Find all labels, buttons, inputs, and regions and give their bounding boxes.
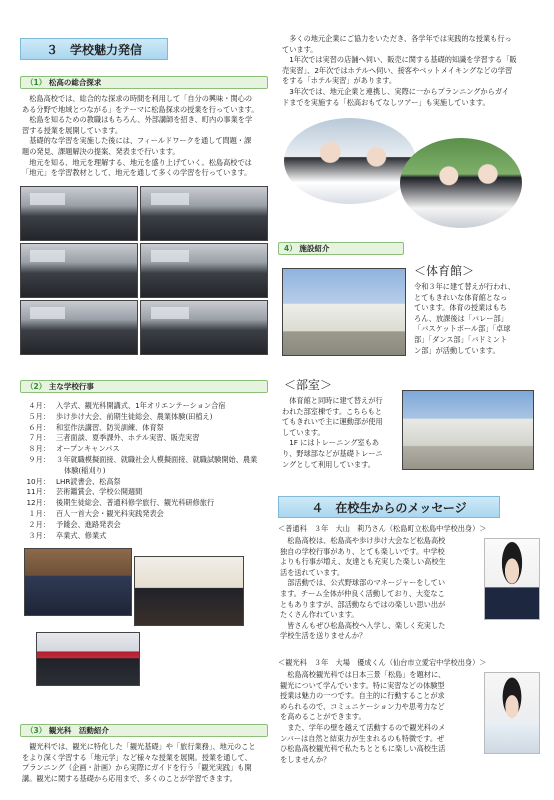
text-line: ンバーは自然と結束力が生まれるのも特徴です。ぜ	[280, 733, 445, 743]
classroom-photo-1	[20, 186, 138, 241]
text-line: ます。チーム全体が仲良く活動しており、大変なこ	[280, 588, 445, 598]
sub-heading-2-title: 主な学校行事	[48, 382, 94, 391]
text-line: われた部室棟です。こちらもと	[282, 406, 383, 416]
text-line: ています。	[282, 44, 318, 54]
sub1-body	[22, 94, 274, 179]
sub3-body	[22, 742, 277, 784]
message-1-header: ＜普通科 ３年 大山 莉乃さん（松島町立松島中学校出身）＞	[278, 524, 487, 533]
student-portrait-1	[484, 538, 540, 620]
text-line: しています。	[282, 427, 325, 437]
event-row: 11月： 芸術鑑賞会、学校公開週間	[26, 487, 143, 497]
event-row: ８月： オープンキャンパス	[28, 444, 120, 454]
text-line: を高めることができます。	[280, 712, 366, 722]
gym-text	[414, 282, 544, 356]
event-row: １月： 百人一首大会・観光科実践発表会	[28, 508, 164, 518]
text-line: 松島高校は、松島高や歩け歩け大会など松島高校	[280, 536, 446, 545]
gym-heading: ＜体育館＞	[414, 264, 475, 278]
text-line: 部」「ダンス部」「バドミント	[414, 334, 508, 344]
text-line: てもきれいで主に運動部が使用	[282, 417, 383, 427]
text-line: められるので、コミュニケーション力や思考力など	[280, 701, 445, 711]
section4-title	[278, 496, 500, 518]
text-line: をする「ホテル実習」があります。	[282, 76, 397, 86]
events-list	[20, 401, 270, 541]
text-line: 1F にはトレーニング室もあ	[282, 438, 380, 448]
message-2-body	[280, 670, 478, 765]
sub-heading-3-title: 観光科 活動紹介	[48, 726, 109, 735]
text-line: 題の発見、課題解決の提案、発表まで行います。	[22, 146, 180, 156]
text-line: よりも行事が増え、友達とも充実した楽しい高校生	[280, 557, 446, 567]
text-line: 基礎的な学習を実施した後には、フィールドワークを通して問題・課	[22, 136, 252, 146]
text-line: 皆さんもぜひ松島高校へ入学し、楽しく充実した	[280, 620, 446, 630]
club-text	[282, 396, 400, 470]
text-line: 学校生活を送りませんか？	[280, 631, 367, 641]
student-portrait-2	[484, 672, 540, 754]
text-line: とてもきれいな体育館となっ	[414, 292, 508, 302]
event-photo-3	[36, 632, 140, 686]
text-line: をしませんか？	[280, 754, 331, 764]
text-line: 1年次では実習の店舗へ伺い、販売に関する基礎的知識を学習する「販	[282, 55, 517, 65]
classroom-photo-3	[20, 243, 138, 298]
practical-lessons-text	[282, 34, 544, 108]
club-heading: ＜部室＞	[284, 378, 333, 392]
classroom-photo-2	[140, 186, 268, 241]
sub-heading-1-title: 松高の総合探求	[48, 78, 102, 87]
text-line: ています。体育の授業はもち	[414, 303, 507, 313]
event-row: ２月： 予餞会、進路発表会	[28, 519, 121, 529]
text-line: プランニング（企画・計画）から実際にガイドを行う「観光実践」も開	[22, 763, 252, 773]
text-line: 体育館と同時に建て替えが行	[282, 396, 383, 405]
event-row: 10月： LHR読書会、松高祭	[26, 476, 121, 486]
text-line: 「バスケットボール部」「卓球	[414, 324, 511, 334]
text-line: たくさん作れています。	[280, 610, 359, 620]
event-row: ９月： ３年就職模擬面接、就職社会人模擬面接、就職試験開始、農業	[28, 454, 258, 464]
students-photo-circle-1	[284, 118, 416, 204]
section3-title-text: ３ 学校魅力発信	[45, 42, 142, 57]
text-line: 独自の学校行事があり、とても楽しいです。中学校	[280, 546, 445, 556]
text-line: 授業は魅力の一つです。自主的に行動することが求	[280, 691, 445, 701]
text-line: をより深く学習する「地元学」など様々な授業を展開。授業を通して、	[22, 752, 252, 762]
text-line: 売実習」、2年次ではホテルへ伺い、接客やベットメイキングなどの学習	[282, 65, 513, 75]
text-line: 習する授業を展開しています。	[22, 125, 123, 135]
text-line: ある分野で地域とつながる」をテーマに松島探求の授業を行っています。	[22, 104, 259, 114]
text-line: ろん、放課後は「バレー部」	[414, 313, 508, 323]
text-line: 令和３年に建て替えが行われ、	[414, 282, 516, 291]
section4-title-text: ４ 在校生からのメッセージ	[311, 500, 467, 515]
gym-photo	[282, 268, 406, 356]
text-line: 地元を知る、地元を理解する、地元を盛り上げていく。松島高校では	[22, 157, 252, 167]
event-row: 12月： 後期生徒総会、普通科修学旅行、観光科研修旅行	[26, 498, 215, 508]
text-line: 活を送れています。	[280, 567, 345, 577]
text-line: 観光について学んでいます。特に実習などの体験型	[280, 680, 445, 690]
text-line: ドまでを実施する「松高おもてなしツアー」も実施しています。	[282, 97, 490, 107]
text-line: 松島高校では、総合的な探求の時間を利用して「自分の興味・関心の	[22, 94, 253, 103]
sub-heading-1	[20, 76, 268, 89]
clubhouse-photo	[402, 390, 534, 470]
students-photo-circle-2	[400, 138, 522, 228]
sub-heading-2-mark: （2）	[26, 382, 47, 391]
message-1-body	[280, 536, 478, 642]
classroom-photo-6	[140, 300, 268, 355]
event-row: ５月： 歩け歩け大会、前期生徒総会、農業体験(田植え)	[28, 411, 213, 421]
text-line: ひ松島高校観光科で私たちとともに楽しい高校生活	[280, 744, 446, 754]
text-line: 松島を知るための教職はもちろん、外部講師を招き、町内の事業を学	[22, 115, 253, 125]
text-line: 「地元」を学習教材として、地元を通して多くの学習を行っています。	[22, 168, 252, 178]
event-photo-2	[134, 556, 244, 626]
event-row: ４月： 入学式、観光科開講式、1年オリエンテーション合宿	[28, 401, 226, 410]
sub-heading-3-mark: （3）	[26, 726, 47, 735]
text-line: ン部」が活動しています。	[414, 345, 500, 355]
text-line: ングとして利用しています。	[282, 459, 375, 469]
text-line: ともありますが、部活動ならではの楽しい思い出が	[280, 599, 446, 609]
sub-heading-3	[20, 724, 268, 737]
text-line: 多くの地元企業にご協力をいただき、各学年では実践的な授業も行っ	[282, 34, 512, 43]
sub-heading-4-mark: 4）	[284, 244, 297, 253]
classroom-photo-4	[140, 243, 268, 298]
event-row: ３月： 卒業式、修業式	[28, 530, 107, 540]
event-photo-1	[24, 548, 132, 616]
event-row: 体験(稲刈り)	[64, 465, 106, 475]
event-row: ７月： 三者面談、夏季課外、ホテル実習、販売実習	[28, 433, 200, 443]
sub-heading-2	[20, 380, 268, 393]
sub-heading-4-title: 施設紹介	[299, 244, 330, 253]
text-line: 3年次では、地元企業と連携し、実際に一からプランニングからガイ	[282, 86, 510, 96]
message-2-header: ＜観光科 ３年 大場 優成くん（仙台市立愛宕中学校出身）＞	[278, 658, 487, 667]
classroom-photo-5	[20, 300, 138, 355]
text-line: 観光科では、観光に特化した「観光基礎」や「旅行業務」、地元のこと	[22, 742, 256, 751]
event-row: ６月： 和室作法講習、防災訓練、体育祭	[28, 422, 164, 432]
sub-heading-4	[278, 242, 404, 255]
text-line: 講。観光に関する基礎から応用まで、多くのことが学習できます。	[22, 773, 237, 783]
text-line: り、野球部などが基礎トレーニ	[282, 448, 383, 458]
text-line: また、学年の壁を越えて活動するので観光科のメ	[280, 722, 446, 732]
sub-heading-1-mark: （1）	[26, 78, 47, 87]
section3-title	[20, 38, 168, 60]
text-line: 松島高校観光科では日本三景「松島」を題材に、	[280, 670, 446, 679]
text-line: 部活動では、公式野球部のマネージャーをしてい	[280, 578, 446, 588]
